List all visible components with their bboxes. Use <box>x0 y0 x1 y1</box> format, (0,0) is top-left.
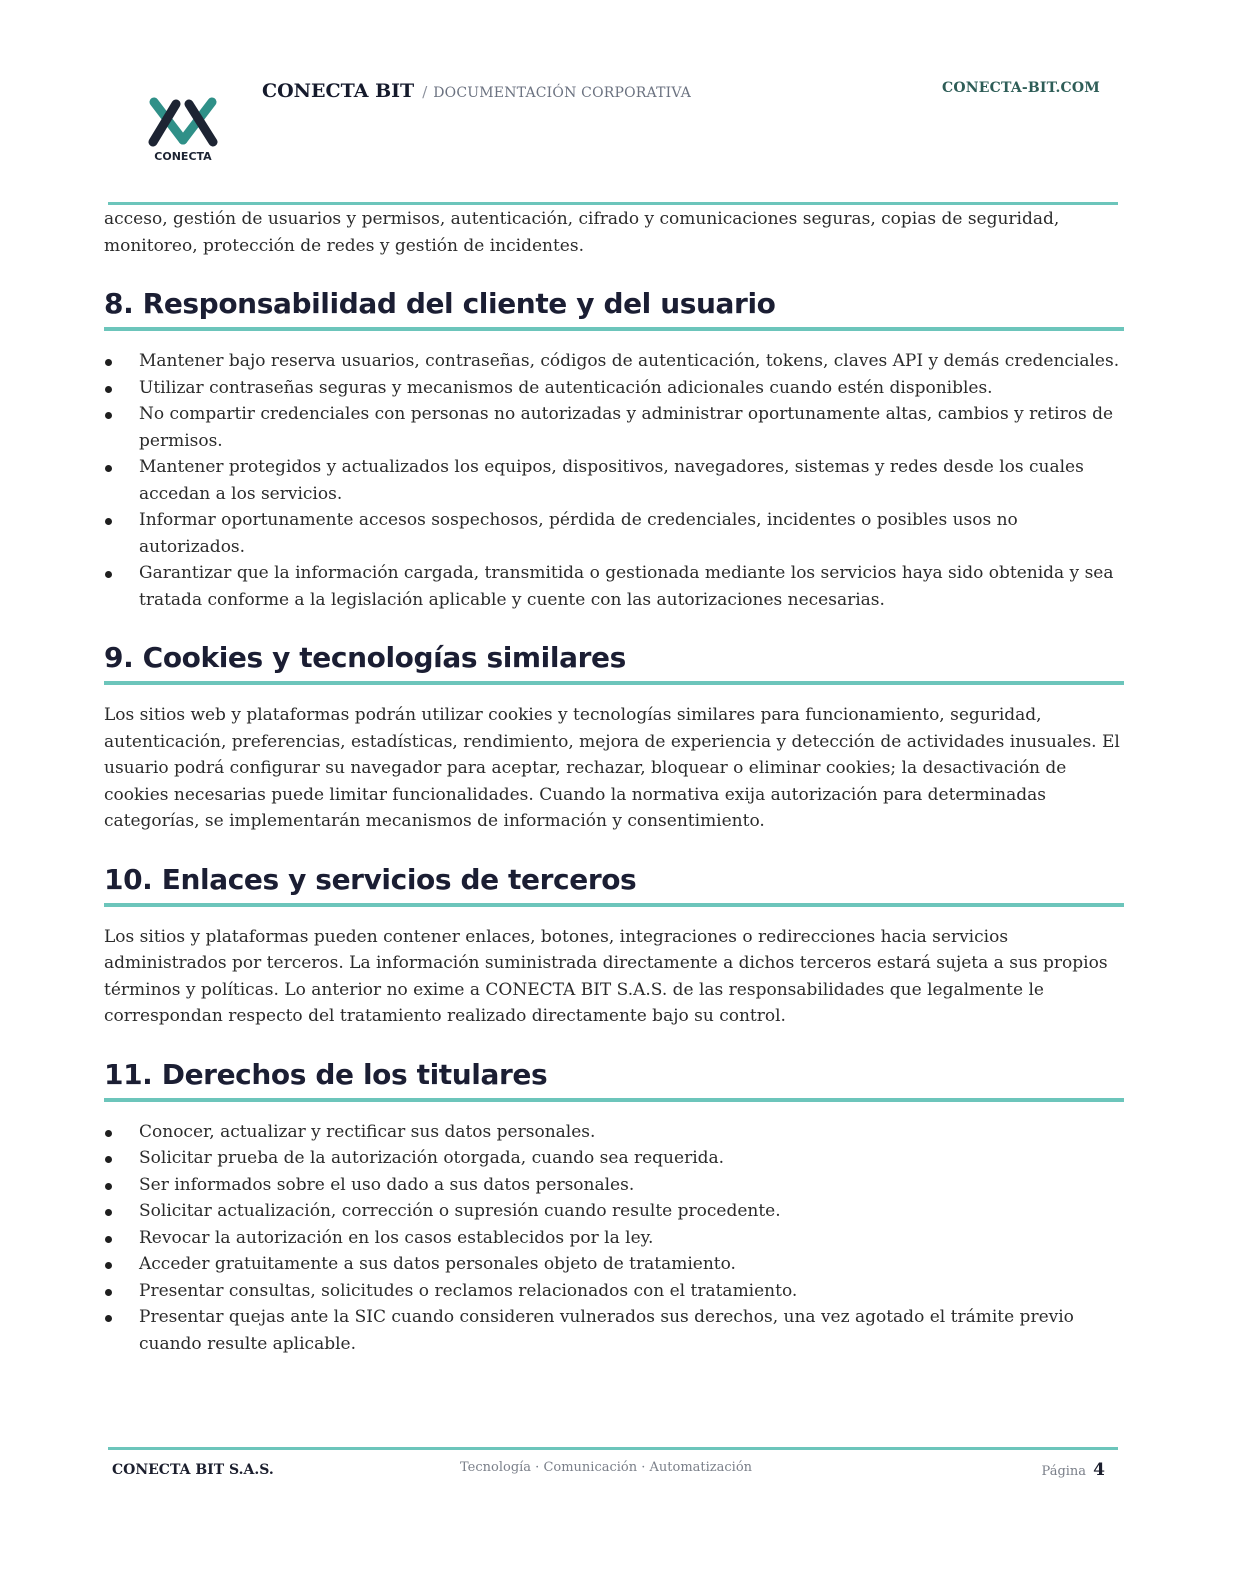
bullet-list <box>104 348 1124 613</box>
logo-wordmark: CONECTA <box>154 150 212 163</box>
section-heading: 9. Cookies y tecnologías similares <box>104 639 1124 685</box>
list-item: Presentar consultas, solicitudes o reclamos relacionados con el tratamiento. <box>104 1278 1124 1305</box>
footer-company: CONECTA BIT S.A.S. <box>112 1462 274 1478</box>
list-item: Utilizar contraseñas seguras y mecanismos de autenticación adicionales cuando estén disponibles. <box>104 375 1124 402</box>
section-responsabilidad <box>104 285 1124 613</box>
page-footer <box>0 1447 1233 1507</box>
page-header <box>0 0 1233 210</box>
brand-separator: / <box>422 83 428 101</box>
header-divider <box>108 202 1118 205</box>
section-paragraph: Los sitios y plataformas pueden contener enlaces, botones, integraciones o redirecciones hacia servicios administrados por terceros. La información suministrada directamente a dichos terceros estará sujeta a sus propios términos y políticas. Lo anterior no exime a CONECTA BIT S.A.S. de las responsabilidades que legalmente le correspondan respecto del tratamiento realizado directamente bajo su control. <box>104 926 1108 1026</box>
list-item: Solicitar actualización, corrección o supresión cuando resulte procedente. <box>104 1198 1124 1225</box>
intro-paragraph: acceso, gestión de usuarios y permisos, autenticación, cifrado y comunicaciones seguras, copias de seguridad, monitoreo, protección de redes y gestión de incidentes. <box>104 209 1060 256</box>
bullet-list <box>104 1119 1124 1358</box>
list-item: Revocar la autorización en los casos establecidos por la ley. <box>104 1225 1124 1252</box>
list-item: Mantener bajo reserva usuarios, contraseñas, códigos de autenticación, tokens, claves API y demás credenciales. <box>104 348 1124 375</box>
list-item: Presentar quejas ante la SIC cuando consideren vulnerados sus derechos, una vez agotado el trámite previo cuando resulte aplicable. <box>104 1304 1124 1357</box>
section-paragraph: Los sitios web y plataformas podrán utilizar cookies y tecnologías similares para funcionamiento, seguridad, autenticación, preferencias, estadísticas, rendimiento, mejora de experiencia y detección de actividades inusuales. El usuario podrá configurar su navegador para aceptar, rechazar, bloquear o eliminar cookies; la desactivación de cookies necesarias puede limitar funcionalidades. Cuando la normativa exija autorización para determinadas categorías, se implementarán mecanismos de información y consentimiento. <box>104 705 1120 831</box>
section-terceros <box>104 861 1124 1030</box>
section-heading: 8. Responsabilidad del cliente y del usuario <box>104 285 1124 331</box>
section-derechos <box>104 1056 1124 1358</box>
list-item: Mantener protegidos y actualizados los equipos, dispositivos, navegadores, sistemas y redes desde los cuales accedan a los servicios. <box>104 454 1124 507</box>
document-body <box>104 206 1124 1357</box>
section-heading: 11. Derechos de los titulares <box>104 1056 1124 1102</box>
brand-name: CONECTA BIT <box>262 80 415 102</box>
footer-tagline: Tecnología · Comunicación · Automatización <box>460 1460 753 1475</box>
list-item: Informar oportunamente accesos sospechosos, pérdida de credenciales, incidentes o posibles usos no autorizados. <box>104 507 1124 560</box>
list-item: Garantizar que la información cargada, transmitida o gestionada mediante los servicios haya sido obtenida y sea tratada conforme a la legislación aplicable y cuente con las autorizaciones necesarias. <box>104 560 1124 613</box>
site-link[interactable]: CONECTA-BIT.COM <box>942 80 1100 96</box>
list-item: Ser informados sobre el uso dado a sus datos personales. <box>104 1172 1124 1199</box>
section-heading: 10. Enlaces y servicios de terceros <box>104 861 1124 907</box>
brand-title <box>262 80 691 102</box>
conecta-logo <box>142 92 224 166</box>
list-item: No compartir credenciales con personas no autorizadas y administrar oportunamente altas, cambios y retiros de permisos. <box>104 401 1124 454</box>
section-cookies <box>104 639 1124 835</box>
page-indicator <box>1042 1460 1105 1480</box>
list-item: Solicitar prueba de la autorización otorgada, cuando sea requerida. <box>104 1145 1124 1172</box>
page-number: 4 <box>1093 1460 1105 1480</box>
list-item: Acceder gratuitamente a sus datos personales objeto de tratamiento. <box>104 1251 1124 1278</box>
list-item: Conocer, actualizar y rectificar sus datos personales. <box>104 1119 1124 1146</box>
footer-divider <box>108 1447 1118 1450</box>
page-label: Página <box>1041 1464 1087 1479</box>
brand-subtitle: DOCUMENTACIÓN CORPORATIVA <box>433 85 692 101</box>
